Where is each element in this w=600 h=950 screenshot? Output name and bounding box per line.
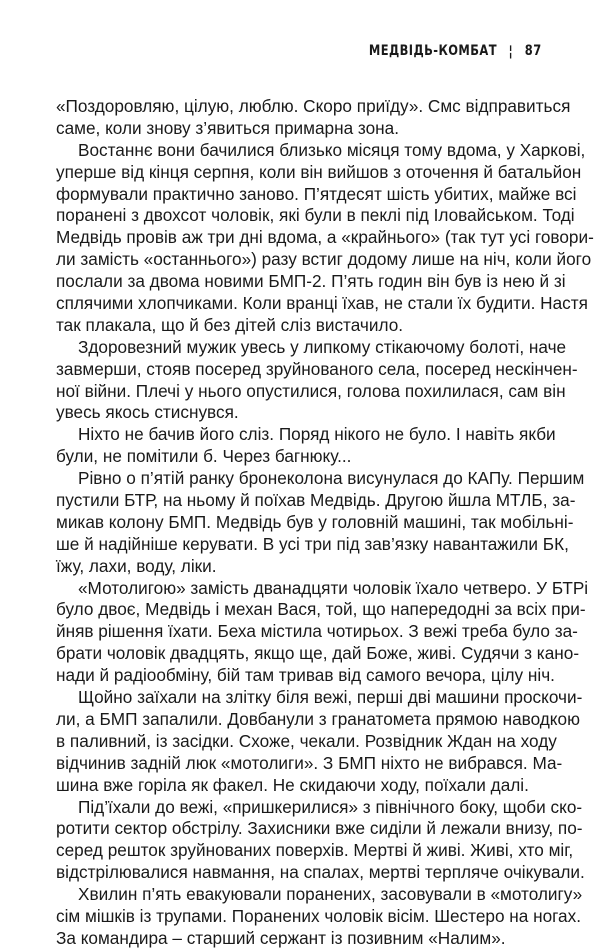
text-line: Рівно о п’ятій ранку бронеколона висунулася до КАПу. Першим [78, 468, 585, 489]
text-line: йняв рішення їхати. Беха містила чотирьох. З вежі треба було за- [56, 621, 578, 642]
page-body-text [56, 96, 594, 950]
text-line: завмерши, стояв посеред зруйнованого села, посеред нескінчен- [56, 358, 578, 379]
text-line: ли, а БМП запалили. Довбанули з гранатомета прямою наводкою [56, 708, 580, 729]
text-line: Востаннє вони бачилися близько місяця тому вдома, у Харкові, [78, 139, 586, 160]
text-line: «Поздоровляю, цілую, люблю. Скоро приїду». Смс відправиться [56, 96, 571, 116]
text-line: відстрілювалися навмання, на спалах, мертві терпляче очікували. [56, 862, 585, 883]
text-line: брати чоловік двадцять, якщо ще, дай Боже, живі. Судячи з кано- [56, 643, 580, 664]
text-line: «Мотолигою» замість дванадцяти чоловік їхало четверо. У БТРі [78, 577, 589, 598]
text-line: ли замість «останнього») разу встиг додому лише на ніч, коли його [56, 249, 592, 270]
text-line: пустили БТР, на ньому й поїхав Медвідь. Другою йшла МТЛБ, за- [56, 490, 576, 511]
text-line: Ніхто не бачив його сліз. Поряд нікого не було. І навіть якби [78, 424, 556, 445]
text-line: увесь якось стиснувся. [56, 402, 239, 423]
text-line: За командира – старший сержант із позивним «Налим». [56, 927, 506, 948]
text-line: серед решток зруйнованих поверхів. Мертві й живі. Живі, хто міг, [56, 840, 574, 861]
text-line: ше й надійніше керувати. В усі три під зав’язку навантажили БК, [56, 533, 569, 554]
text-line: сім мішків із трупами. Поранених чоловік вісім. Шестеро на ногах. [56, 905, 581, 926]
text-line: Здоровезний мужик увесь у липкому стікаючому болоті, наче [78, 336, 567, 357]
text-line: ної війни. Плечі у нього опустилися, голова похилилася, сам він [56, 380, 566, 401]
text-line: Під’їхали до вежі, «пришкерилися» з північного боку, щоби ско- [78, 796, 583, 817]
text-line: ротити сектор обстрілу. Захисники вже сиділи й лежали внизу, по- [56, 818, 583, 839]
text-line: микав колону БМП. Медвідь був у головній машині, так мобільні- [56, 511, 574, 532]
text-line: уперше від кінця серпня, коли він вийшов з оточення й батальйон [56, 161, 582, 182]
text-line: поранені з двохсот чоловік, які були в пеклі під Іловайськом. Тоді [56, 205, 575, 226]
text-line: саме, коли знову з’явиться примарна зона. [56, 117, 399, 138]
running-title: МЕДВІДЬ-КОМБАТ [369, 43, 498, 59]
text-line: формували практично заново. П’ятдесят шість убитих, майже всі [56, 183, 577, 204]
text-line: шина вже горіла як факел. Не скидаючи ходу, поїхали далі. [56, 774, 529, 795]
text-line: відчинив задній люк «мотолиги». З БМП ніхто не вибрався. Ма- [56, 752, 563, 773]
text-line: в паливний, із засідки. Схоже, чекали. Розвідник Ждан на ходу [56, 730, 557, 751]
text-line: їжу, лахи, воду, ліки. [56, 555, 217, 576]
text-line: сплячими хлопчиками. Коли вранці їхав, не стали їх будити. Настя [56, 293, 588, 314]
text-line: нади й радіообміну, бій там тривав від самого вечора, цілу ніч. [56, 665, 555, 686]
text-line: Щойно заїхали на злітку біля вежі, перші дві машини проскочи- [78, 687, 583, 708]
text-line: Медвідь провів аж три дні вдома, а «крайнього» (так тут усі говори- [56, 227, 594, 248]
text-line: послали за двома новими БМП-2. П’ять годин він був із нею й зі [56, 271, 566, 292]
page-number: 87 [525, 43, 542, 59]
text-line: Хвилин п’ять евакуювали поранених, засовували в «мотолигу» [78, 884, 583, 905]
text-line: було двоє, Медвідь і механ Вася, той, що напередодні за всіх при- [56, 599, 586, 620]
text-line: так плакала, що й без дітей сліз вистачило. [56, 314, 404, 335]
header-separator: ¦ [508, 42, 514, 60]
text-line: були, не помітили б. Через багнюку... [56, 446, 352, 467]
running-header [369, 42, 542, 60]
